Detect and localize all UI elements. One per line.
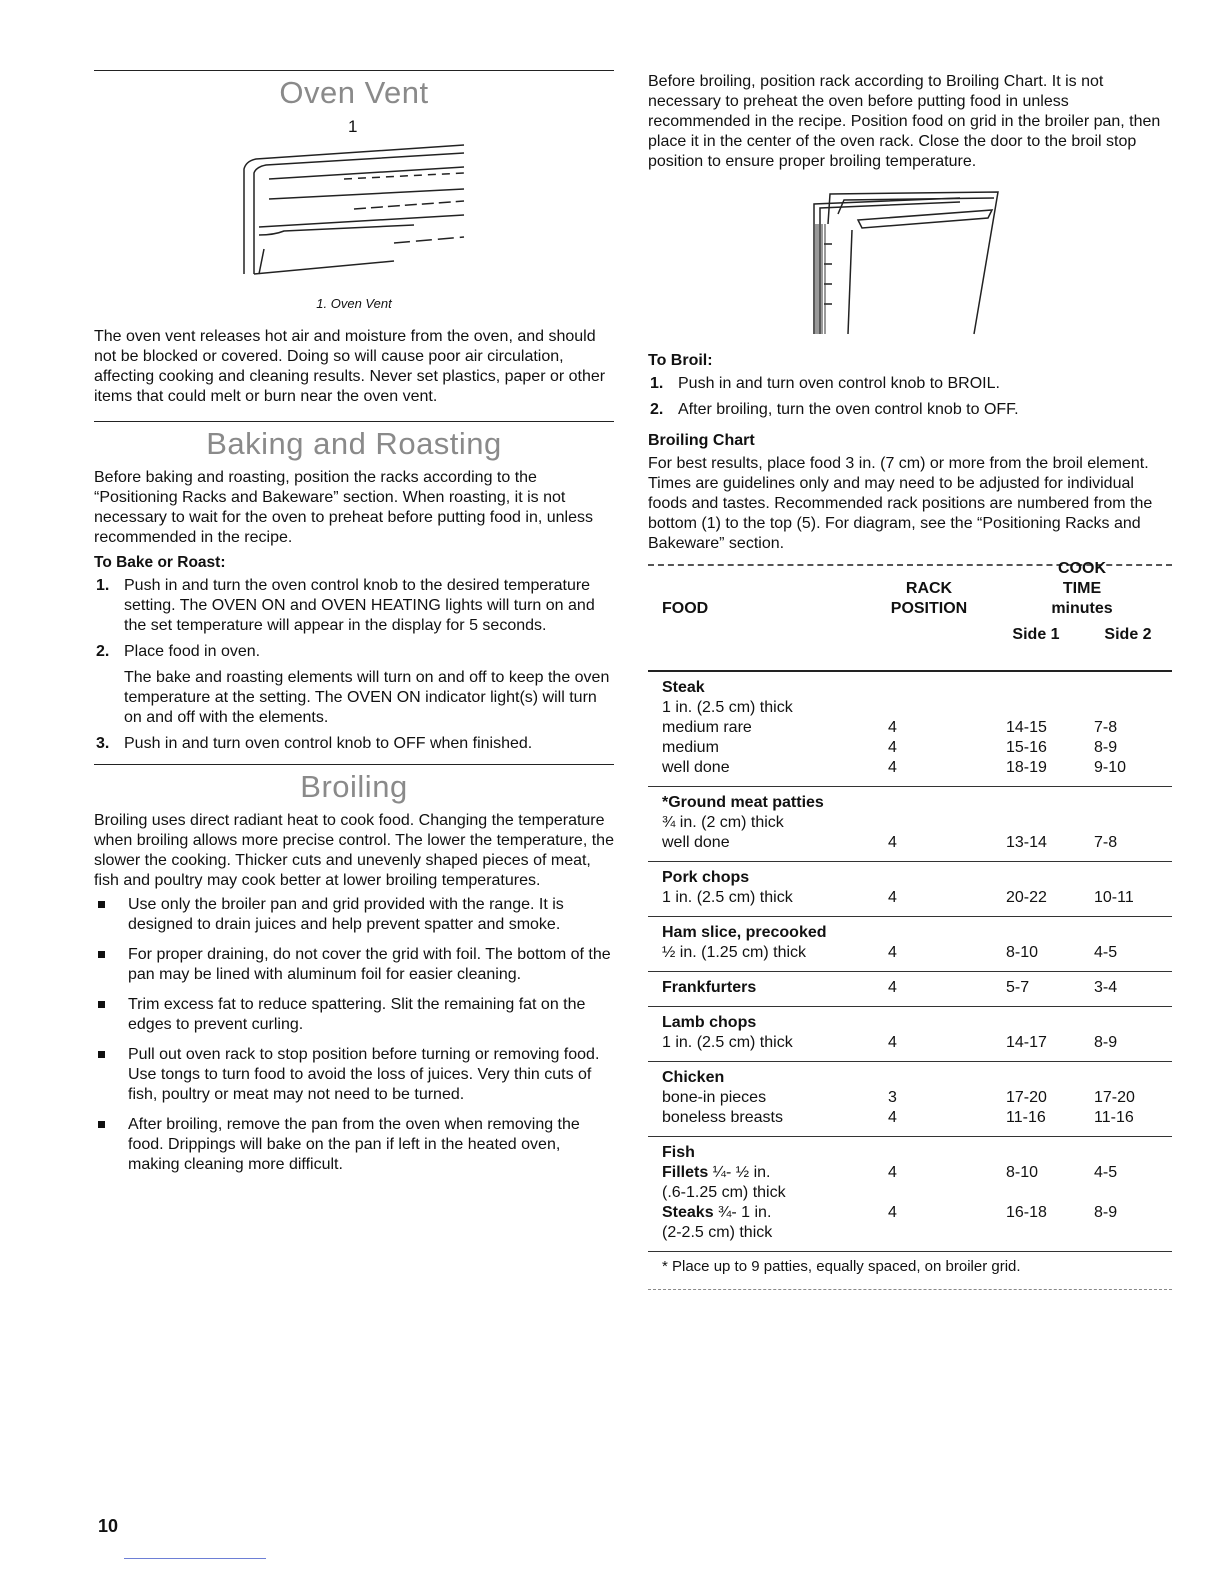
food-group-name: Pork chops bbox=[662, 869, 750, 886]
cell-rack: 4 bbox=[888, 834, 897, 851]
baking-intro: Before baking and roasting, position the racks according to the “Positioning Racks and Bakeware” section. When roasting, it is not necessary to wait for the oven to preheat before putting food in, unless recommended in the recipe. bbox=[94, 469, 593, 546]
broil-steps-list bbox=[648, 374, 1172, 420]
cell-food-text: (2-2.5 cm) thick bbox=[662, 1224, 773, 1241]
broiling-chart-heading: Broiling Chart bbox=[648, 432, 755, 449]
cell-rack: 4 bbox=[888, 719, 897, 736]
cell-food-bold: Fillets bbox=[662, 1164, 709, 1181]
header-side1: Side 1 bbox=[1012, 626, 1060, 643]
broiling-chart-intro: For best results, place food 3 in. (7 cm) or more from the broil element. Times are guidelines only and may need to be adjusted for individual foods and tastes. Recommended rack positions are numbered from the bottom (1) to the top (5). For diagram, see the “Positioning Racks and Bakeware” section. bbox=[648, 455, 1153, 552]
cell-rack: 4 bbox=[888, 889, 897, 906]
oven-vent-illustration bbox=[94, 117, 614, 292]
cell-food bbox=[662, 888, 793, 908]
table-row bbox=[648, 758, 1172, 778]
food-group-name: Frankfurters bbox=[662, 979, 757, 996]
cell-rack: 4 bbox=[888, 1164, 897, 1181]
cell-s2: 4-5 bbox=[1094, 1164, 1118, 1181]
step-text: Push in and turn the oven control knob to the desired temperature setting. The OVEN ON and OVEN HEATING lights will turn on and the set temperature will appear in the display for 5 seconds. bbox=[124, 577, 595, 634]
oven-vent-title: Oven Vent bbox=[279, 75, 429, 110]
cell-food-text: (.6-1.25 cm) thick bbox=[662, 1184, 786, 1201]
cell-food-text: 1 in. (2.5 cm) thick bbox=[662, 699, 793, 716]
table-row bbox=[648, 1223, 1172, 1243]
broiling-tip bbox=[94, 945, 614, 985]
table-row bbox=[648, 1163, 1172, 1183]
to-broil-subhead: To Broil: bbox=[648, 352, 713, 369]
step-text: Push in and turn oven control knob to BROIL. bbox=[678, 375, 1000, 392]
food-group-name: *Ground meat patties bbox=[662, 794, 824, 811]
tip-text: Pull out oven rack to stop position before turning or removing food. Use tongs to turn food to avoid the loss of juices. Very thin cuts of fish, poultry or meat may not need to be turned. bbox=[128, 1046, 600, 1103]
row-rule bbox=[648, 1251, 1172, 1252]
cell-food-text: ¾ in. (2 cm) thick bbox=[662, 814, 784, 831]
step-number: 3. bbox=[96, 735, 110, 752]
broiling-tip bbox=[94, 995, 614, 1035]
broiling-tips-list bbox=[94, 895, 614, 1175]
bake-step bbox=[94, 642, 614, 728]
cell-s2: 3-4 bbox=[1094, 979, 1118, 996]
square-bullet-icon bbox=[98, 901, 105, 908]
cell-food bbox=[662, 1183, 786, 1203]
table-row bbox=[648, 1088, 1172, 1108]
header-cook-line3: minutes bbox=[1051, 600, 1113, 617]
cell-food-text: 1 in. (2.5 cm) thick bbox=[662, 1034, 793, 1051]
cell-s1: 8-10 bbox=[1006, 944, 1039, 961]
cell-rack: 4 bbox=[888, 1034, 897, 1051]
cell-food bbox=[662, 698, 793, 718]
section-rule bbox=[94, 421, 614, 422]
table-row bbox=[648, 833, 1172, 853]
table-row bbox=[648, 1108, 1172, 1128]
table-group bbox=[648, 1137, 1172, 1251]
cell-food bbox=[662, 718, 752, 738]
cell-s1: 16-18 bbox=[1006, 1204, 1047, 1221]
table-row bbox=[648, 698, 1172, 718]
vent-drawing bbox=[94, 139, 614, 289]
square-bullet-icon bbox=[98, 1121, 105, 1128]
cell-food-text: medium bbox=[662, 739, 719, 756]
food-group-name: Ham slice, precooked bbox=[662, 924, 827, 941]
square-bullet-icon bbox=[98, 951, 105, 958]
header-cook-line2: TIME bbox=[1062, 580, 1102, 597]
table-row bbox=[648, 1033, 1172, 1053]
cell-s1: 15-16 bbox=[1006, 739, 1047, 756]
table-row bbox=[648, 793, 1172, 813]
table-row bbox=[648, 718, 1172, 738]
cell-s2: 8-9 bbox=[1094, 739, 1118, 756]
cell-food bbox=[662, 1203, 771, 1223]
cell-s1: 11-16 bbox=[1006, 1109, 1046, 1126]
step-text: Place food in oven. bbox=[124, 643, 261, 660]
header-side2: Side 2 bbox=[1104, 626, 1152, 643]
cell-food-text: boneless breasts bbox=[662, 1109, 783, 1126]
cell-food-text: 1 in. (2.5 cm) thick bbox=[662, 889, 793, 906]
broil-door-illustration bbox=[648, 184, 1172, 344]
broiling-title: Broiling bbox=[300, 769, 408, 804]
cell-food bbox=[662, 758, 730, 778]
cell-s1: 17-20 bbox=[1006, 1089, 1047, 1106]
table-group bbox=[648, 972, 1172, 1006]
step-text: Push in and turn oven control knob to OFF when finished. bbox=[124, 735, 533, 752]
table-footnote: * Place up to 9 patties, equally spaced, on broiler grid. bbox=[662, 1258, 1021, 1275]
table-row bbox=[648, 943, 1172, 963]
table-row bbox=[648, 738, 1172, 758]
cell-rack: 4 bbox=[888, 979, 897, 996]
table-bottom-rule bbox=[648, 1289, 1172, 1290]
oven-vent-body: The oven vent releases hot air and moisture from the oven, and should not be blocked or covered. Doing so will cause poor air circulation, affecting cooking and cleaning results. Never set plastics, paper or other items that could melt or burn near the oven vent. bbox=[94, 328, 606, 405]
cell-s2: 17-20 bbox=[1094, 1089, 1135, 1106]
cell-s2: 7-8 bbox=[1094, 719, 1118, 736]
cell-rack: 3 bbox=[888, 1089, 897, 1106]
cell-food-text: well done bbox=[662, 759, 730, 776]
left-column bbox=[94, 70, 614, 1185]
bake-step bbox=[94, 734, 614, 754]
tip-text: Trim excess fat to reduce spattering. Slit the remaining fat on the edges to prevent curling. bbox=[128, 996, 586, 1033]
table-row bbox=[648, 1183, 1172, 1203]
cell-s1: 14-17 bbox=[1006, 1034, 1047, 1051]
header-rack-line2: POSITION bbox=[890, 600, 968, 617]
cell-s2: 9-10 bbox=[1094, 759, 1127, 776]
table-group bbox=[648, 787, 1172, 861]
broil-step bbox=[648, 374, 1172, 394]
cell-s1: 20-22 bbox=[1006, 889, 1047, 906]
cell-s1: 8-10 bbox=[1006, 1164, 1039, 1181]
table-group bbox=[648, 917, 1172, 971]
header-food: FOOD bbox=[662, 600, 709, 617]
broiling-chart-table bbox=[648, 560, 1172, 1290]
table-row bbox=[648, 813, 1172, 833]
cell-food-text: ¼- ½ in. bbox=[708, 1164, 771, 1181]
bake-steps-list bbox=[94, 576, 614, 754]
cell-s2: 8-9 bbox=[1094, 1034, 1118, 1051]
food-group-name: Lamb chops bbox=[662, 1014, 757, 1031]
cell-rack: 4 bbox=[888, 739, 897, 756]
cell-rack: 4 bbox=[888, 944, 897, 961]
cell-s2: 11-16 bbox=[1094, 1109, 1134, 1126]
cell-s1: 5-7 bbox=[1006, 979, 1030, 996]
baking-roasting-title: Baking and Roasting bbox=[206, 426, 502, 461]
bake-step bbox=[94, 576, 614, 636]
table-group bbox=[648, 672, 1172, 786]
food-group-name: Chicken bbox=[662, 1069, 725, 1086]
right-column bbox=[648, 72, 1172, 1290]
tip-text: For proper draining, do not cover the grid with foil. The bottom of the pan may be lined with aluminum foil for easier cleaning. bbox=[128, 946, 611, 983]
cell-food bbox=[662, 813, 784, 833]
broiling-tip bbox=[94, 895, 614, 935]
broiling-tip bbox=[94, 1115, 614, 1175]
cell-food-text: ¾- 1 in. bbox=[713, 1204, 772, 1221]
cell-s2: 7-8 bbox=[1094, 834, 1118, 851]
step-number: 2. bbox=[650, 401, 664, 418]
step-number: 2. bbox=[96, 643, 110, 660]
bake-roast-subhead: To Bake or Roast: bbox=[94, 554, 226, 571]
header-cook-line1: COOK bbox=[1058, 560, 1106, 577]
cell-food bbox=[662, 738, 719, 758]
table-group bbox=[648, 1007, 1172, 1061]
table-row bbox=[648, 868, 1172, 888]
section-rule bbox=[94, 70, 614, 71]
table-row bbox=[648, 1143, 1172, 1163]
broil-door-drawing bbox=[648, 184, 1172, 344]
table-row bbox=[648, 1203, 1172, 1223]
cell-food bbox=[662, 833, 730, 853]
cell-rack: 4 bbox=[888, 1204, 897, 1221]
table-header bbox=[648, 560, 1172, 670]
tip-text: After broiling, remove the pan from the oven when removing the food. Drippings will bake on the pan if left in the heated oven, making cleaning more difficult. bbox=[128, 1116, 580, 1173]
cell-rack: 4 bbox=[888, 759, 897, 776]
cell-food-text: medium rare bbox=[662, 719, 752, 736]
table-row bbox=[648, 923, 1172, 943]
table-group bbox=[648, 1062, 1172, 1136]
cell-food bbox=[662, 1163, 770, 1183]
table-row bbox=[648, 1013, 1172, 1033]
page-number: 10 bbox=[98, 1516, 119, 1536]
step-text: After broiling, turn the oven control knob to OFF. bbox=[678, 401, 1019, 418]
cell-s1: 14-15 bbox=[1006, 719, 1047, 736]
cell-food bbox=[662, 943, 806, 963]
cell-s2: 10-11 bbox=[1094, 889, 1134, 906]
step-subtext: The bake and roasting elements will turn on and off to keep the oven temperature at the setting. The OVEN ON indicator light(s) will turn on and off with the elements. bbox=[124, 669, 610, 726]
table-row bbox=[648, 888, 1172, 908]
food-group-name: Fish bbox=[662, 1144, 695, 1161]
square-bullet-icon bbox=[98, 1001, 105, 1008]
bottom-rule bbox=[124, 1558, 266, 1559]
vent-callout-number: 1 bbox=[348, 117, 358, 136]
section-rule bbox=[94, 764, 614, 765]
cell-food-text: bone-in pieces bbox=[662, 1089, 767, 1106]
cell-food-text: well done bbox=[662, 834, 730, 851]
broil-step bbox=[648, 400, 1172, 420]
broiling-intro: Broiling uses direct radiant heat to cook food. Changing the temperature when broiling allows more precise control. The lower the temperature, the slower the cooking. Thicker cuts and unevenly shaped pieces of meat, fish and poultry may cook better at lower broiling temperatures. bbox=[94, 812, 614, 889]
cell-food bbox=[662, 1088, 766, 1108]
cell-food-text: ½ in. (1.25 cm) thick bbox=[662, 944, 807, 961]
cell-food-bold: Steaks bbox=[662, 1204, 714, 1221]
tip-text: Use only the broiler pan and grid provided with the range. It is designed to drain juices and help prevent spatter and smoke. bbox=[128, 896, 564, 933]
table-row bbox=[648, 678, 1172, 698]
food-group-name: Steak bbox=[662, 679, 705, 696]
cell-s1: 13-14 bbox=[1006, 834, 1047, 851]
table-body bbox=[648, 672, 1172, 1252]
table-row bbox=[648, 1068, 1172, 1088]
oven-vent-caption: 1. Oven Vent bbox=[316, 296, 392, 311]
table-group bbox=[648, 862, 1172, 916]
step-number: 1. bbox=[650, 375, 664, 392]
cell-food bbox=[662, 1108, 783, 1128]
cell-s2: 8-9 bbox=[1094, 1204, 1118, 1221]
step-number: 1. bbox=[96, 577, 110, 594]
broiling-tip bbox=[94, 1045, 614, 1105]
cell-food bbox=[662, 1033, 793, 1053]
square-bullet-icon bbox=[98, 1051, 105, 1058]
cell-s2: 4-5 bbox=[1094, 944, 1118, 961]
cell-food bbox=[662, 1223, 772, 1243]
table-row bbox=[648, 978, 1172, 998]
broil-intro: Before broiling, position rack according to Broiling Chart. It is not necessary to preheat the oven before putting food in unless recommended in the recipe. Position food on grid in the broiler pan, then place it in the center of the oven rack. Close the door to the broil stop position to ensure proper broiling temperature. bbox=[648, 73, 1161, 170]
cell-s1: 18-19 bbox=[1006, 759, 1047, 776]
header-rack-line1: RACK bbox=[905, 580, 953, 597]
cell-rack: 4 bbox=[888, 1109, 897, 1126]
